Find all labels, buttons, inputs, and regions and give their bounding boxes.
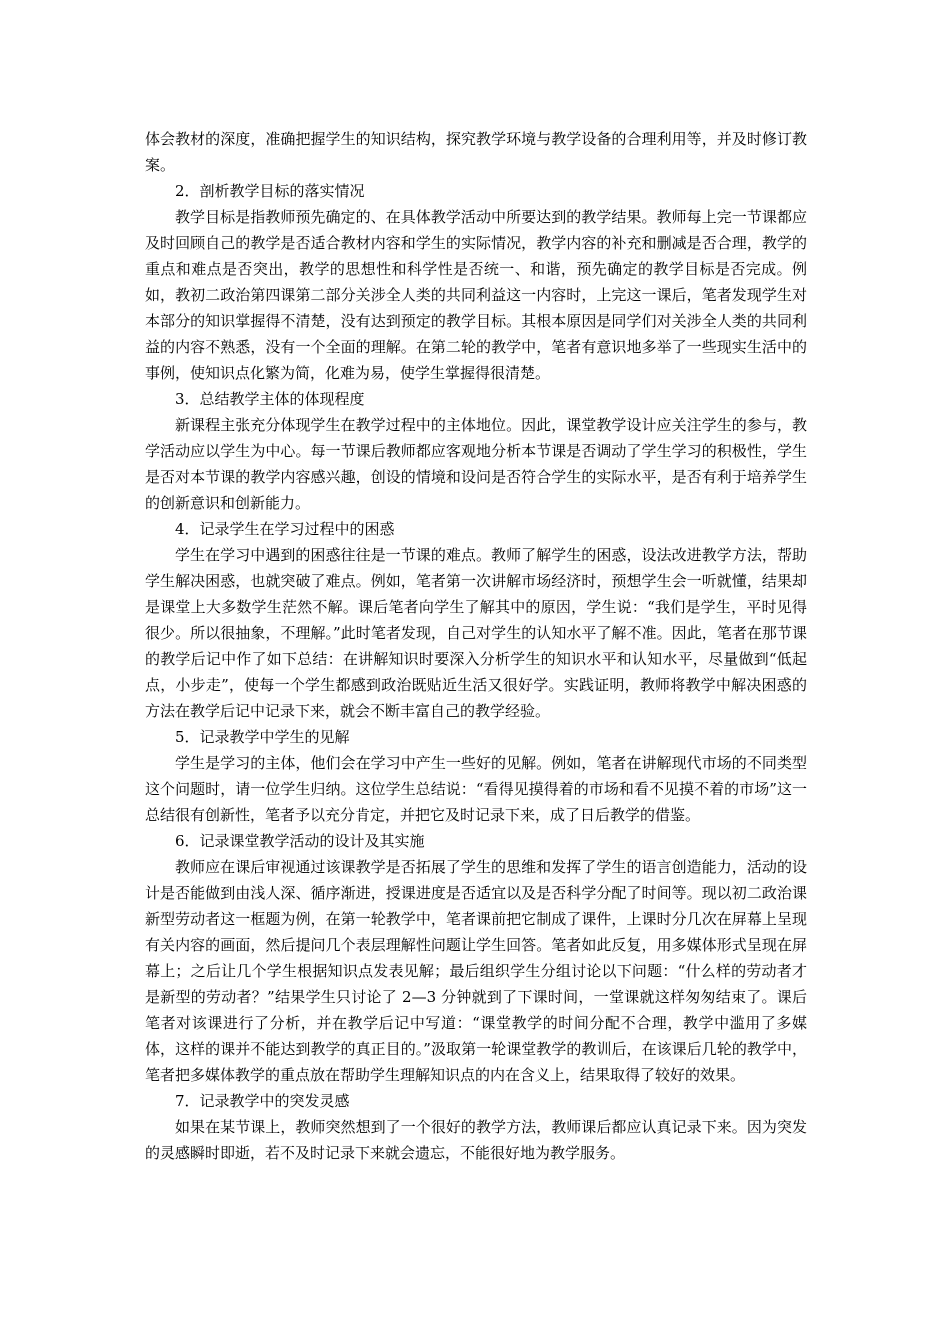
section-heading-7: 7．记录教学中的突发灵感 [175, 1092, 350, 1110]
paragraph-continuation: 体会教材的深度，准确把握学生的知识结构，探究教学环境与教学设备的合理利用等，并及时修订教案。 [145, 130, 807, 174]
paragraph: 学生是学习的主体，他们会在学习中产生一些好的见解。例如，笔者在讲解现代市场的不同类型这个问题时，请一位学生归纳。这位学生总结说：“看得见摸得着的市场和看不见摸不着的市场”这一总结很有创新性，笔者予以充分肯定，并把它及时记录下来，成了日后教学的借鉴。 [145, 754, 807, 824]
document-page [145, 126, 807, 1166]
section-heading-3: 3．总结教学主体的体现程度 [175, 390, 365, 408]
paragraph: 如果在某节课上，教师突然想到了一个很好的教学方法，教师课后都应认真记录下来。因为突发的灵感瞬时即逝，若不及时记录下来就会遗忘，不能很好地为教学服务。 [145, 1118, 807, 1162]
section-heading-6: 6．记录课堂教学活动的设计及其实施 [175, 832, 425, 850]
section-heading-5: 5．记录教学中学生的见解 [175, 728, 350, 746]
paragraph: 新课程主张充分体现学生在教学过程中的主体地位。因此，课堂教学设计应关注学生的参与，教学活动应以学生为中心。每一节课后教师都应客观地分析本节课是否调动了学生学习的积极性，学生是否对本节课的教学内容感兴趣，创设的情境和设问是否符合学生的实际水平，是否有利于培养学生的创新意识和创新能力。 [145, 416, 807, 512]
paragraph: 学生在学习中遇到的困惑往往是一节课的难点。教师了解学生的困惑，设法改进教学方法，帮助学生解决困惑，也就突破了难点。例如，笔者第一次讲解市场经济时，预想学生会一听就懂，结果却是课堂上大多数学生茫然不解。课后笔者向学生了解其中的原因，学生说：“我们是学生，平时见得很少。所以很抽象，不理解。”此时笔者发现，自己对学生的认知水平了解不准。因此，笔者在那节课的教学后记中作了如下总结：在讲解知识时要深入分析学生的知识水平和认知水平，尽量做到“低起点，小步走”，使每一个学生都感到政治既贴近生活又很好学。实践证明，教师将教学中解决困惑的方法在教学后记中记录下来，就会不断丰富自己的教学经验。 [145, 546, 807, 720]
paragraph: 教学目标是指教师预先确定的、在具体教学活动中所要达到的教学结果。教师每上完一节课都应及时回顾自己的教学是否适合教材内容和学生的实际情况，教学内容的补充和删减是否合理，教学的重点和难点是否突出，教学的思想性和科学性是否统一、和谐，预先确定的教学目标是否完成。例如，教初二政治第四课第二部分关涉全人类的共同利益这一内容时，上完这一课后，笔者发现学生对本部分的知识掌握得不清楚，没有达到预定的教学目标。其根本原因是同学们对关涉全人类的共同利益的内容不熟悉，没有一个全面的理解。在第二轮的教学中，笔者有意识地多举了一些现实生活中的事例，使知识点化繁为简，化难为易，使学生掌握得很清楚。 [145, 208, 807, 382]
section-heading-4: 4．记录学生在学习过程中的困惑 [175, 520, 395, 538]
paragraph: 教师应在课后审视通过该课教学是否拓展了学生的思维和发挥了学生的语言创造能力，活动的设计是否能做到由浅人深、循序渐进，授课进度是否适宜以及是否科学分配了时间等。现以初二政治课新型劳动者这一框题为例，在第一轮教学中，笔者课前把它制成了课件，上课时分几次在屏幕上呈现有关内容的画面，然后提问几个表层理解性问题让学生回答。笔者如此反复，用多媒体形式呈现在屏幕上；之后让几个学生根据知识点发表见解；最后组织学生分组讨论以下问题：“什么样的劳动者才是新型的劳动者？”结果学生只讨论了 2—3 分钟就到了下课时间，一堂课就这样匆匆结束了。课后笔者对该课进行了分析，并在教学后记中写道：“课堂教学的时间分配不合理，教学中滥用了多媒体，这样的课并不能达到教学的真正目的。”汲取第一轮课堂教学的教训后，在该课后几轮的教学中，笔者把多媒体教学的重点放在帮助学生理解知识点的内在含义上，结果取得了较好的效果。 [145, 858, 807, 1084]
section-heading-2: 2．剖析教学目标的落实情况 [175, 182, 365, 200]
